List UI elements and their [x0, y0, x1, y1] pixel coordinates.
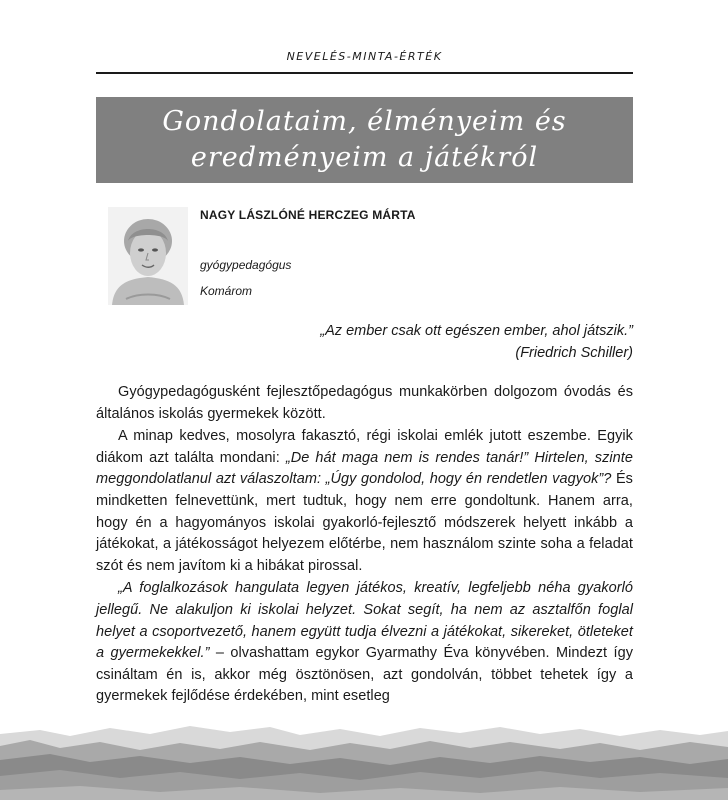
title-line-2: eredményeim a játékról [190, 142, 539, 173]
running-head: NEVELÉS-MINTA-ÉRTÉK [286, 50, 443, 63]
paragraph-2-dialogue: „De hát maga nem is rendes tanár!” Hirtelen, szinte meggondolatlanul azt válaszoltam: „Úgy gondolod, hogy én rendetlen vagyok”? [96, 449, 633, 488]
author-role: gyógypedagógus [200, 258, 292, 272]
paragraph-1: Gyógypedagógusként fejlesztőpedagógus munkakörben dolgozom óvodás és általános iskolás gyermekek között. [96, 384, 633, 422]
paragraph-3 [96, 578, 633, 708]
motto-quote: „Az ember csak ott egészen ember, ahol játszik.” [320, 323, 633, 339]
motto [200, 320, 633, 364]
header-rule [96, 72, 633, 74]
torn-paper-edge [0, 712, 728, 800]
paragraph-2-intro: A minap kedves, mosolyra fakasztó, régi iskolai emlék jutott eszembe. Egyik diákom azt találta mondani: [96, 428, 633, 466]
title-band [96, 97, 633, 183]
title-line-1: Gondolataim, élményeim és [162, 106, 567, 137]
paragraph-2 [96, 426, 633, 577]
paragraph-3-quote: „A foglalkozások hangulata legyen játékos, kreatív, legfeljebb néha gyakorló jellegű. Ne alakuljon ki iskolai helyzet. Sokat segít, ha nem az asztalfőn foglal helyet a csoportvezető, hanem együtt tudja élvezni a játékokat, sikereket, ötleteket a gyermekekkel.” [96, 580, 633, 662]
article-body [96, 382, 633, 708]
paragraph-2-rest: És mindketten felnevettünk, mert tudtuk, hogy nem erre gondoltunk. Hanem arra, hogy én a hagyományos iskolai gyakorló-fejlesztő módszerek helyett inkább a játékokat, a játékosságot helyezem előtérbe, nem használom szinte soha a feladat szót és nem javítom ki a hibákat pirossal. [96, 471, 633, 574]
paragraph-3-rest: – olvashattam egykor Gyarmathy Éva könyvében. Mindezt így csináltam én is, akkor még ösztönösen, azt gondolván, többet tehetek így a gyermekek fejlődése érdekében, mint esetleg [96, 645, 634, 705]
motto-source: (Friedrich Schiller) [515, 345, 633, 361]
author-place: Komárom [200, 284, 253, 298]
author-name: NAGY LÁSZLÓNÉ HERCZEG MÁRTA [200, 208, 416, 222]
article-title [162, 104, 566, 176]
author-portrait [108, 207, 188, 305]
